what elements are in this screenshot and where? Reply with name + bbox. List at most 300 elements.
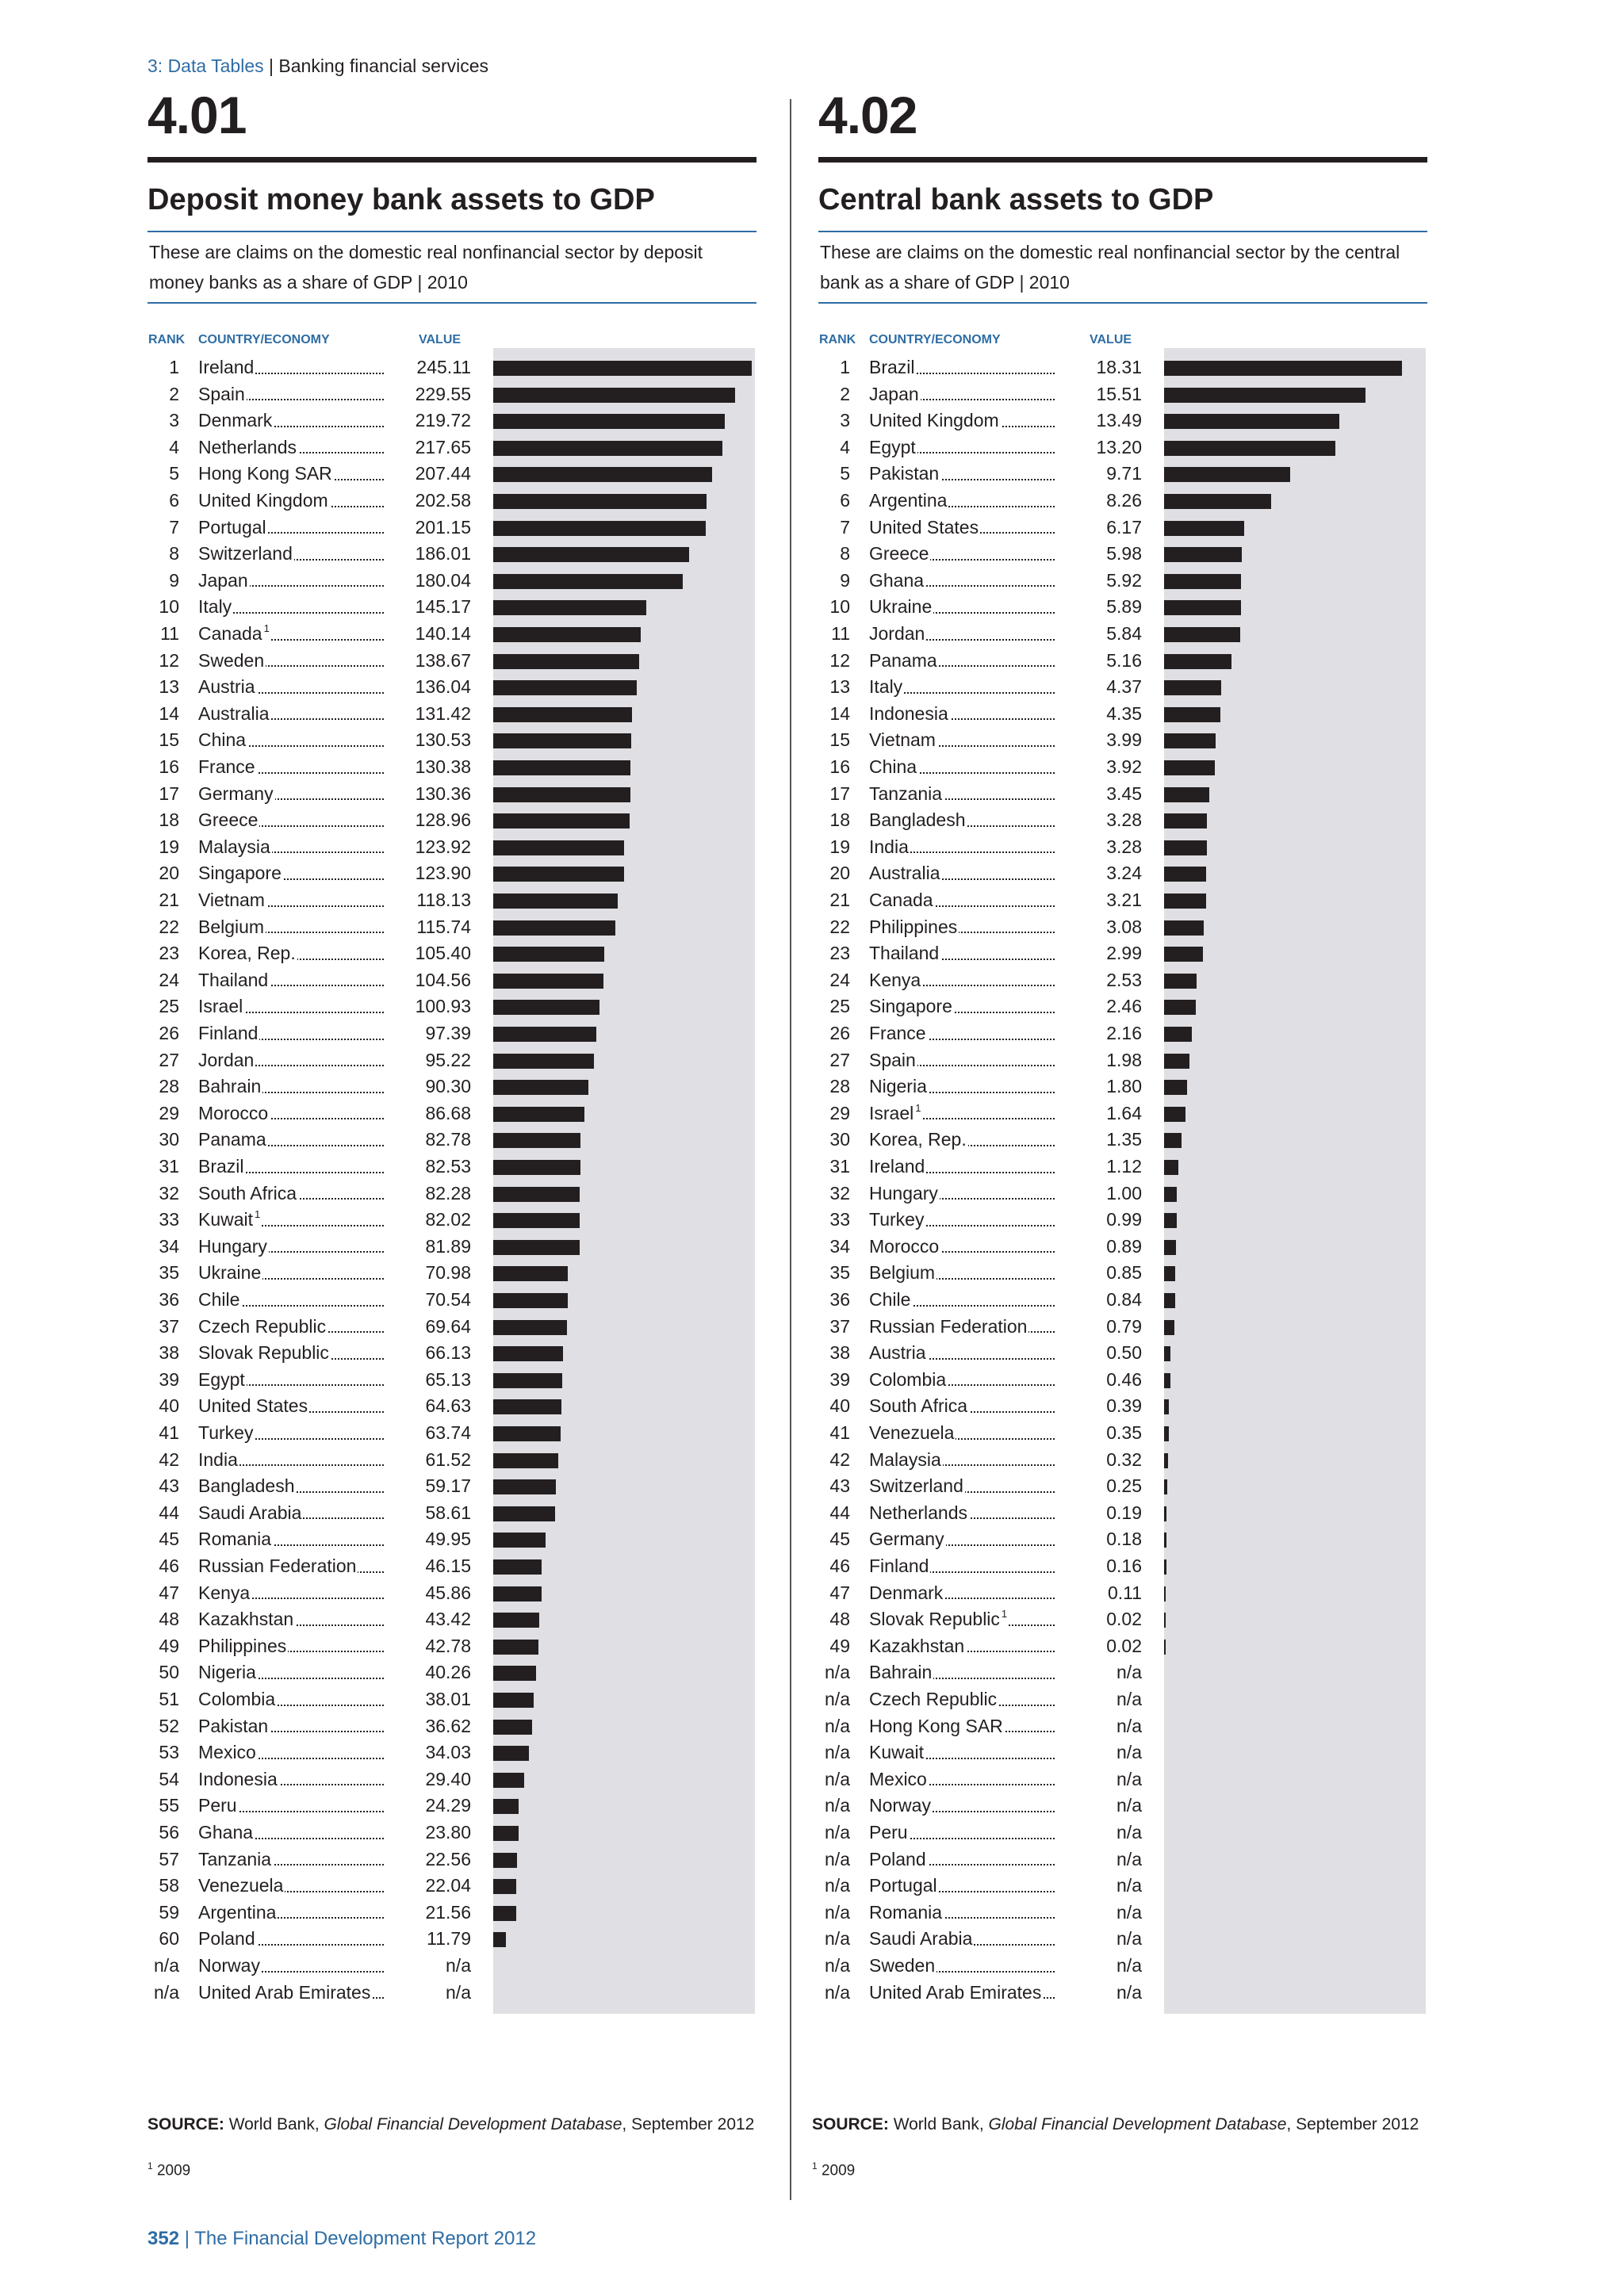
- country-name: Venezuela: [869, 1422, 955, 1443]
- value-cell: 0.16: [1056, 1553, 1142, 1580]
- table-row: [818, 1181, 1427, 1207]
- country-name: Pakistan: [198, 1715, 269, 1736]
- country-name: India: [198, 1448, 238, 1470]
- table-row: [147, 1580, 756, 1607]
- value-cell: n/a: [1056, 1713, 1142, 1740]
- table-row: [147, 1633, 756, 1660]
- rank-cell: 20: [159, 863, 179, 884]
- source-note: [147, 2115, 754, 2134]
- table-row: [818, 1739, 1427, 1766]
- rank-cell: 5: [169, 463, 179, 484]
- rank-cell: 21: [159, 890, 179, 910]
- rank-cell: 17: [159, 783, 179, 804]
- country-name: Kazakhstan: [869, 1635, 965, 1656]
- table-row: [818, 1766, 1427, 1793]
- value-cell: 45.86: [385, 1580, 471, 1607]
- rank-cell: 2: [840, 383, 850, 404]
- table-description: [147, 237, 756, 297]
- value-cell: n/a: [1056, 1686, 1142, 1713]
- country-name: Egypt: [869, 436, 916, 457]
- table-row: [147, 515, 756, 541]
- country-name: Kuwait: [198, 1209, 254, 1230]
- value-cell: 3.21: [1056, 887, 1142, 914]
- value-cell: 66.13: [385, 1340, 471, 1367]
- rank-cell: 27: [159, 1049, 179, 1070]
- country-name: Bahrain: [198, 1076, 262, 1097]
- rank-cell: 23: [159, 943, 179, 964]
- country-name: United States: [869, 516, 979, 538]
- value-cell: 43.42: [385, 1606, 471, 1633]
- value-cell: 145.17: [385, 594, 471, 621]
- country-name: Vietnam: [198, 890, 265, 910]
- table-row: [147, 887, 756, 914]
- value-cell: 1.35: [1056, 1127, 1142, 1154]
- rank-cell: 35: [829, 1262, 850, 1284]
- footnote-marker: 1: [263, 622, 270, 634]
- value-cell: 4.35: [1056, 701, 1142, 728]
- source-post: , September 2012: [1286, 2115, 1419, 2133]
- rank-cell: 38: [829, 1342, 850, 1364]
- table-row: [818, 1686, 1427, 1713]
- table-4-01-header: [147, 79, 756, 304]
- country-name: Indonesia: [869, 702, 948, 724]
- footnote: [147, 2160, 190, 2179]
- rank-cell: 1: [840, 357, 850, 377]
- value-cell: 15.51: [1056, 381, 1142, 408]
- country-name: Sweden: [198, 649, 265, 671]
- rank-cell: 30: [159, 1129, 179, 1150]
- rank-cell: 29: [829, 1102, 850, 1123]
- rank-cell: 43: [829, 1475, 850, 1497]
- country-name: Saudi Arabia: [198, 1502, 302, 1523]
- value-cell: 0.99: [1056, 1207, 1142, 1234]
- rank-cell: 33: [159, 1209, 179, 1230]
- rank-cell: 34: [159, 1235, 179, 1257]
- table-row: [818, 1873, 1427, 1900]
- rank-cell: 2: [169, 383, 179, 404]
- table-row: [147, 1553, 756, 1580]
- table-row: [147, 1100, 756, 1127]
- country-name: India: [869, 836, 909, 857]
- value-cell: 58.61: [385, 1500, 471, 1527]
- value-cell: 49.95: [385, 1526, 471, 1553]
- rank-cell: 18: [829, 809, 850, 831]
- description-rule: [818, 302, 1427, 304]
- table-row: [818, 488, 1427, 515]
- rank-cell: n/a: [825, 1928, 850, 1950]
- value-cell: 3.45: [1056, 781, 1142, 808]
- table-row: [147, 1447, 756, 1474]
- table-row: [147, 1686, 756, 1713]
- heading-rule: [147, 157, 756, 163]
- table-row: [818, 1980, 1427, 2007]
- country-name: Panama: [869, 649, 937, 671]
- rank-cell: n/a: [825, 1742, 850, 1763]
- rank-cell: 36: [829, 1289, 850, 1310]
- rank-cell: 16: [159, 756, 179, 777]
- country-name: Poland: [198, 1928, 255, 1950]
- rank-cell: 47: [829, 1582, 850, 1603]
- table-row: [147, 1739, 756, 1766]
- table-row: [147, 701, 756, 728]
- report-title: The Financial Development Report 2012: [194, 2228, 537, 2249]
- value-cell: 229.55: [385, 381, 471, 408]
- value-cell: 23.80: [385, 1820, 471, 1846]
- table-row: [818, 594, 1427, 621]
- country-name: Egypt: [198, 1368, 245, 1390]
- value-cell: 34.03: [385, 1739, 471, 1766]
- table-row: [818, 1100, 1427, 1127]
- breadcrumb: [147, 55, 488, 77]
- rank-cell: 43: [159, 1475, 179, 1497]
- rank-cell: 23: [829, 943, 850, 964]
- rank-cell: 7: [169, 516, 179, 538]
- table-row: [147, 648, 756, 675]
- table-row: [147, 754, 756, 781]
- value-cell: 130.38: [385, 754, 471, 781]
- value-cell: 4.37: [1056, 674, 1142, 701]
- value-cell: 2.16: [1056, 1020, 1142, 1047]
- value-cell: 118.13: [385, 887, 471, 914]
- country-name: Philippines: [198, 1635, 287, 1656]
- table-row: [818, 781, 1427, 808]
- country-name: France: [198, 756, 255, 777]
- source-label: SOURCE:: [147, 2115, 224, 2133]
- table-row: [818, 1553, 1427, 1580]
- rank-cell: 49: [829, 1635, 850, 1656]
- description-line-1: These are claims on the domestic real nonfinancial sector by the central: [820, 242, 1400, 262]
- table-row: [818, 807, 1427, 834]
- value-cell: 29.40: [385, 1766, 471, 1793]
- country-name: Brazil: [869, 357, 915, 377]
- rank-cell: 48: [159, 1609, 179, 1630]
- rank-cell: n/a: [825, 1901, 850, 1923]
- value-cell: 186.01: [385, 541, 471, 568]
- country-name: Kenya: [869, 969, 921, 990]
- table-row: [818, 621, 1427, 648]
- country-name: Kenya: [198, 1582, 251, 1603]
- country-name: Tanzania: [869, 783, 943, 804]
- table-row: [147, 1154, 756, 1181]
- rank-cell: 16: [829, 756, 850, 777]
- value-cell: 131.42: [385, 701, 471, 728]
- country-name: Ireland: [869, 1156, 925, 1177]
- rank-cell: 12: [829, 649, 850, 671]
- country-name: Ukraine: [198, 1262, 262, 1284]
- table-row: [147, 1473, 756, 1500]
- value-cell: 61.52: [385, 1447, 471, 1474]
- country-name: Spain: [198, 383, 245, 404]
- source-note: [812, 2115, 1419, 2134]
- country-name: Ghana: [869, 569, 925, 591]
- value-cell: 0.85: [1056, 1260, 1142, 1287]
- table-row: [147, 781, 756, 808]
- country-name: Colombia: [198, 1689, 276, 1709]
- table-row: [818, 1953, 1427, 1980]
- footnote: [812, 2160, 855, 2179]
- country-name: Romania: [198, 1529, 272, 1550]
- table-row: [147, 1367, 756, 1394]
- country-name: Korea, Rep.: [869, 1129, 967, 1150]
- table-row: [818, 860, 1427, 887]
- country-name: Ireland: [198, 357, 255, 377]
- value-cell: 202.58: [385, 488, 471, 515]
- rank-cell: 6: [840, 490, 850, 511]
- country-name: Turkey: [198, 1422, 254, 1443]
- value-cell: 5.84: [1056, 621, 1142, 648]
- value-cell: 1.98: [1056, 1047, 1142, 1074]
- table-row: [147, 1127, 756, 1154]
- value-cell: 0.39: [1056, 1393, 1142, 1420]
- rank-cell: 15: [829, 729, 850, 751]
- country-name: Morocco: [869, 1235, 940, 1257]
- rank-cell: 14: [159, 702, 179, 724]
- table-row: [147, 1766, 756, 1793]
- country-name: Japan: [198, 569, 248, 591]
- table-row: [147, 488, 756, 515]
- table-row: [147, 621, 756, 648]
- country-name: Austria: [869, 1342, 926, 1364]
- country-name: Romania: [869, 1901, 943, 1923]
- value-cell: 115.74: [385, 914, 471, 941]
- table-row: [818, 1526, 1427, 1553]
- rank-cell: 31: [159, 1156, 179, 1177]
- table-row: [147, 1047, 756, 1074]
- country-name: Germany: [198, 783, 274, 804]
- table-row: [818, 701, 1427, 728]
- value-cell: 0.89: [1056, 1234, 1142, 1261]
- table-row: [818, 1500, 1427, 1527]
- table-row: [147, 967, 756, 994]
- rank-cell: 3: [169, 410, 179, 431]
- country-name: Mexico: [198, 1742, 256, 1763]
- value-cell: 90.30: [385, 1073, 471, 1100]
- rank-cell: 21: [829, 890, 850, 910]
- value-cell: 128.96: [385, 807, 471, 834]
- country-name: Nigeria: [198, 1662, 256, 1683]
- value-cell: 140.14: [385, 621, 471, 648]
- value-cell: 123.90: [385, 860, 471, 887]
- value-cell: 2.53: [1056, 967, 1142, 994]
- value-cell: 38.01: [385, 1686, 471, 1713]
- country-name: Russian Federation: [198, 1556, 357, 1576]
- country-name: Australia: [869, 863, 940, 884]
- rank-cell: 58: [159, 1875, 179, 1896]
- table-row: [147, 860, 756, 887]
- value-cell: 0.50: [1056, 1340, 1142, 1367]
- value-cell: n/a: [1056, 1659, 1142, 1686]
- table-row: [147, 1207, 756, 1234]
- country-name: Venezuela: [198, 1875, 284, 1896]
- value-cell: 136.04: [385, 674, 471, 701]
- country-name: Morocco: [198, 1102, 269, 1123]
- country-name: South Africa: [198, 1182, 297, 1203]
- value-cell: 219.72: [385, 408, 471, 434]
- country-name: Italy: [198, 596, 232, 618]
- rank-header: RANK: [819, 333, 856, 346]
- table-row: [818, 1367, 1427, 1394]
- value-cell: 130.36: [385, 781, 471, 808]
- value-cell: 100.93: [385, 993, 471, 1020]
- rank-cell: 40: [829, 1395, 850, 1417]
- table-row: [147, 1926, 756, 1953]
- country-name: Kuwait: [869, 1742, 925, 1763]
- table-row: [147, 594, 756, 621]
- country-name: Thailand: [198, 969, 269, 990]
- value-cell: 130.53: [385, 727, 471, 754]
- value-cell: 123.92: [385, 834, 471, 861]
- table-row: [147, 940, 756, 967]
- rank-cell: n/a: [825, 1715, 850, 1736]
- country-name: Ghana: [198, 1822, 254, 1843]
- rank-cell: 57: [159, 1848, 179, 1869]
- rank-cell: 13: [159, 676, 179, 698]
- rank-cell: 41: [159, 1422, 179, 1443]
- rank-cell: n/a: [154, 1955, 179, 1976]
- country-name: Bahrain: [869, 1662, 933, 1683]
- breadcrumb-section[interactable]: 3: Data Tables: [147, 55, 264, 76]
- value-cell: 0.84: [1056, 1287, 1142, 1314]
- country-header: COUNTRY/ECONOMY: [869, 333, 1001, 346]
- rank-cell: 52: [159, 1715, 179, 1736]
- country-name: Hungary: [869, 1182, 938, 1203]
- country-name: Russian Federation: [869, 1315, 1028, 1337]
- table-row: [147, 1181, 756, 1207]
- country-name: Panama: [198, 1129, 266, 1150]
- rank-cell: 17: [829, 783, 850, 804]
- table-row: [818, 1633, 1427, 1660]
- value-cell: 1.64: [1056, 1100, 1142, 1127]
- table-row: [147, 1980, 756, 2007]
- rank-cell: 41: [829, 1422, 850, 1443]
- value-cell: 9.71: [1056, 461, 1142, 488]
- country-name: Sweden: [869, 1955, 936, 1976]
- rank-cell: 26: [159, 1023, 179, 1043]
- table-row: [147, 1420, 756, 1447]
- rank-cell: 9: [169, 569, 179, 591]
- table-row: [818, 1659, 1427, 1686]
- rank-cell: n/a: [825, 1822, 850, 1843]
- table-row: [818, 381, 1427, 408]
- table-number: 4.02: [818, 86, 917, 144]
- table-title: Central bank assets to GDP: [818, 183, 1214, 216]
- footnote-mark: 1: [812, 2160, 818, 2172]
- rank-cell: 13: [829, 676, 850, 698]
- table-row: [147, 461, 756, 488]
- rank-cell: 51: [159, 1689, 179, 1709]
- table-row: [818, 1260, 1427, 1287]
- value-cell: n/a: [1056, 1766, 1142, 1793]
- footnote-marker: 1: [915, 1101, 921, 1114]
- country-name: Argentina: [869, 490, 948, 511]
- value-cell: n/a: [1056, 1820, 1142, 1846]
- footer-separator: |: [184, 2228, 190, 2249]
- table-row: [818, 1020, 1427, 1047]
- country-header: COUNTRY/ECONOMY: [198, 333, 330, 346]
- country-name: Bangladesh: [198, 1475, 295, 1497]
- rank-cell: 4: [169, 436, 179, 457]
- title-rule: [147, 231, 756, 232]
- rank-cell: 30: [829, 1129, 850, 1150]
- rank-cell: 20: [829, 863, 850, 884]
- value-cell: 36.62: [385, 1713, 471, 1740]
- table-row: [147, 1260, 756, 1287]
- table-row: [818, 408, 1427, 434]
- value-cell: 63.74: [385, 1420, 471, 1447]
- rank-cell: n/a: [825, 1981, 850, 2003]
- table-row: [818, 1287, 1427, 1314]
- country-name: Brazil: [198, 1156, 244, 1177]
- table-row: [147, 1526, 756, 1553]
- rank-cell: 35: [159, 1262, 179, 1284]
- value-cell: n/a: [1056, 1980, 1142, 2007]
- footnote-text: 2009: [156, 2162, 191, 2179]
- rank-cell: 18: [159, 809, 179, 831]
- value-cell: n/a: [385, 1980, 471, 2007]
- value-cell: 0.79: [1056, 1314, 1142, 1341]
- value-cell: 82.53: [385, 1154, 471, 1181]
- country-name: Vietnam: [869, 729, 936, 751]
- rank-cell: 24: [159, 969, 179, 990]
- country-name: Nigeria: [869, 1076, 927, 1097]
- value-cell: 65.13: [385, 1367, 471, 1394]
- rank-cell: 45: [829, 1529, 850, 1550]
- description-line-2: bank as a share of GDP | 2010: [820, 272, 1070, 293]
- rank-cell: 3: [840, 410, 850, 431]
- country-name: Canada: [198, 623, 262, 644]
- rank-cell: n/a: [154, 1981, 179, 2003]
- rank-cell: n/a: [825, 1795, 850, 1816]
- rank-cell: 24: [829, 969, 850, 990]
- value-cell: 40.26: [385, 1659, 471, 1686]
- country-name: Austria: [198, 676, 255, 698]
- country-name: Indonesia: [198, 1768, 278, 1789]
- table-row: [818, 1846, 1427, 1873]
- table-row: [818, 1314, 1427, 1341]
- table-row: [147, 1500, 756, 1527]
- table-row: [147, 834, 756, 861]
- value-cell: 81.89: [385, 1234, 471, 1261]
- value-cell: 0.32: [1056, 1447, 1142, 1474]
- country-name: Peru: [198, 1795, 237, 1816]
- country-name: Greece: [869, 543, 929, 564]
- description-line-2: money banks as a share of GDP | 2010: [149, 272, 468, 293]
- value-cell: 0.02: [1056, 1633, 1142, 1660]
- rank-cell: 56: [159, 1822, 179, 1843]
- value-cell: 5.16: [1056, 648, 1142, 675]
- country-name: Czech Republic: [198, 1315, 327, 1337]
- table-row: [147, 1314, 756, 1341]
- table-row: [147, 354, 756, 381]
- rank-cell: 32: [159, 1182, 179, 1203]
- country-name: Greece: [198, 809, 259, 831]
- rank-cell: 42: [159, 1448, 179, 1470]
- rank-cell: 55: [159, 1795, 179, 1816]
- country-name: Tanzania: [198, 1848, 272, 1869]
- rank-cell: 40: [159, 1395, 179, 1417]
- rank-cell: 14: [829, 702, 850, 724]
- country-name: Norway: [198, 1955, 260, 1976]
- country-name: Portugal: [198, 516, 266, 538]
- table-row: [818, 461, 1427, 488]
- table-row: [147, 1713, 756, 1740]
- breadcrumb-topic: Banking financial services: [278, 55, 489, 76]
- value-cell: n/a: [1056, 1926, 1142, 1953]
- value-cell: 201.15: [385, 515, 471, 541]
- country-name: Denmark: [198, 410, 273, 431]
- table-row: [147, 993, 756, 1020]
- value-cell: n/a: [1056, 1793, 1142, 1820]
